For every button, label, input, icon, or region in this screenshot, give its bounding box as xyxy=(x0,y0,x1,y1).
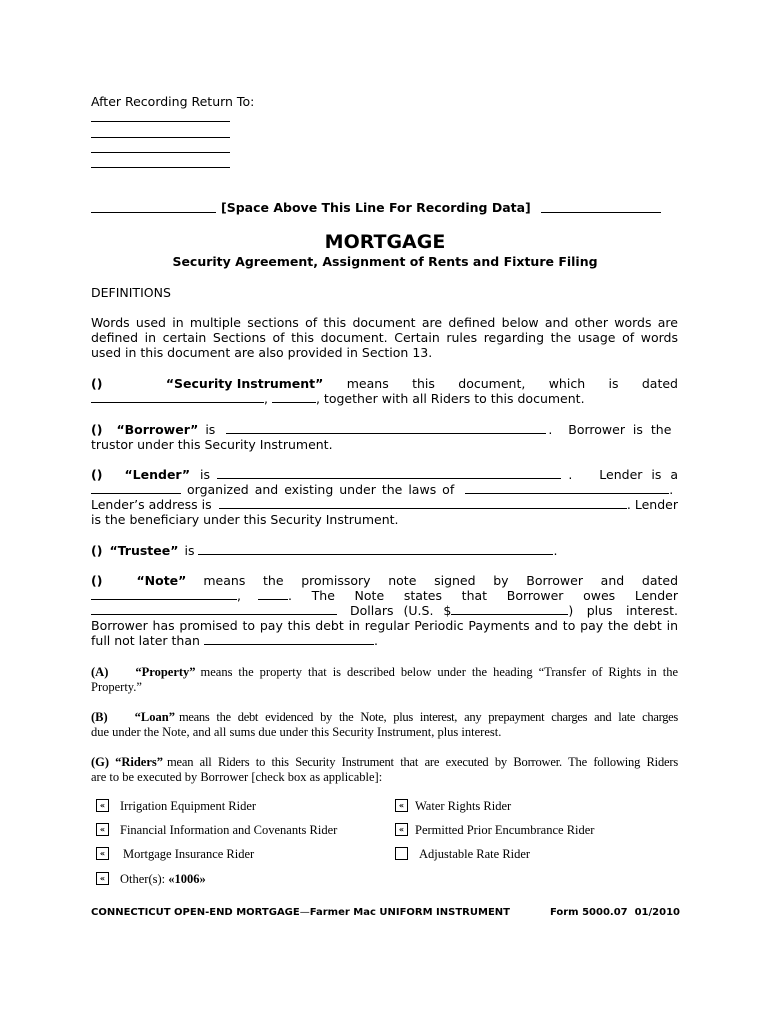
lender-after: . Lender is a xyxy=(568,467,678,482)
property-line-1-rest: means the property that is described below under the heading “Transfer of Rights in the xyxy=(200,665,678,679)
note-line-5-start: full not later than xyxy=(91,633,200,648)
checkbox-mark: « xyxy=(99,849,106,858)
note-term: “Note” xyxy=(136,573,187,588)
definitions-intro-line-1: Words used in multiple sections of this document are defined below and other words are xyxy=(91,315,678,330)
riders-term: “Riders” xyxy=(115,755,163,769)
borrower-paren: () xyxy=(91,422,103,437)
security-instrument-tail: , together with all Riders to this document. xyxy=(315,391,585,406)
loan-line-1-rest: means the debt evidenced by the Note, plus interest, any prepayment charges and late charges xyxy=(178,710,678,724)
permitted-prior-encumbrance-rider-label: Permitted Prior Encumbrance Rider xyxy=(415,823,595,837)
riders-label: (G) xyxy=(91,755,110,769)
return-to-label: After Recording Return To: xyxy=(91,94,255,109)
mortgage-insurance-rider-label: Mortgage Insurance Rider xyxy=(123,847,255,861)
lender-definition xyxy=(91,467,678,527)
word-dated: dated xyxy=(641,376,678,391)
return-line-4 xyxy=(91,167,230,168)
lender-is: is xyxy=(200,467,211,482)
checkbox-mark: « xyxy=(398,801,405,810)
document-subtitle: Security Agreement, Assignment of Rents and Fixture Filing xyxy=(172,254,598,269)
note-amount-blank[interactable] xyxy=(451,603,568,615)
note-comma: , xyxy=(237,588,241,603)
note-line-4: Borrower has promised to pay this debt in regular Periodic Payments and to pay the debt in xyxy=(91,618,678,633)
word-is: is xyxy=(608,376,619,391)
note-amount-words-blank[interactable] xyxy=(91,603,337,615)
lender-paren: () xyxy=(91,467,103,482)
lender-line-4: is the beneficiary under this Security Instrument. xyxy=(91,512,399,527)
footer-state-title: CONNECTICUT OPEN-END MORTGAGE xyxy=(91,907,300,918)
financial-information-rider-checkbox[interactable] xyxy=(96,823,109,836)
checkbox-mark: « xyxy=(398,825,405,834)
footer-form-number: Form 5000.07 01/2010 xyxy=(549,907,680,918)
lender-name-blank[interactable] xyxy=(217,467,561,479)
recording-space-label: [Space Above This Line For Recording Data] xyxy=(221,200,531,215)
recording-line-left xyxy=(91,212,216,213)
adjustable-rate-rider-label: Adjustable Rate Rider xyxy=(419,847,531,861)
lender-type-blank[interactable] xyxy=(91,482,181,494)
document-title: MORTGAGE xyxy=(324,231,446,253)
permitted-prior-encumbrance-rider-checkbox[interactable] xyxy=(395,823,408,836)
borrower-name-blank[interactable] xyxy=(226,422,546,434)
others-label-text: Other(s): xyxy=(120,872,166,886)
property-label: (A) xyxy=(91,665,109,679)
financial-information-rider-label: Financial Information and Covenants Rider xyxy=(120,823,338,837)
comma: , xyxy=(264,391,268,406)
date-blank[interactable] xyxy=(91,391,264,403)
checkbox-mark: « xyxy=(99,825,106,834)
note-maturity-blank[interactable] xyxy=(204,633,374,645)
mortgage-insurance-rider-checkbox[interactable] xyxy=(96,847,109,860)
loan-definition xyxy=(91,710,678,740)
return-line-2 xyxy=(91,137,230,138)
trustee-paren: () xyxy=(91,543,103,558)
riders-line-1-rest: mean all Riders to this Security Instrument that are executed by Borrower. The following Riders xyxy=(166,755,678,769)
note-date-blank[interactable] xyxy=(91,588,237,600)
others-rider-checkbox[interactable] xyxy=(96,872,109,885)
word-which: which xyxy=(548,376,586,391)
definitions-intro-line-3: used in this document are also provided in Section 13. xyxy=(91,345,433,360)
property-term: “Property” xyxy=(135,665,196,679)
loan-label: (B) xyxy=(91,710,108,724)
footer-dash: — xyxy=(299,907,310,918)
borrower-after xyxy=(548,422,678,437)
loan-line-2: due under the Note, and all sums due under this Security Instrument, plus interest. xyxy=(91,725,502,739)
note-paren: () xyxy=(91,573,103,588)
trustee-is: is xyxy=(184,543,195,558)
trustee-name-blank[interactable] xyxy=(198,543,553,555)
others-value: «1006» xyxy=(168,872,206,886)
trustee-definition xyxy=(91,543,557,558)
definitions-intro-line-2: defined in certain Sections of this document. Certain rules regarding the usage of words xyxy=(91,330,678,345)
irrigation-equipment-rider-label: Irrigation Equipment Rider xyxy=(120,799,257,813)
security-instrument-paren: () xyxy=(91,376,103,391)
borrower-definition xyxy=(91,422,678,452)
note-period: . xyxy=(373,633,378,648)
borrower-after-text: . Borrower is the xyxy=(548,422,672,437)
trustee-period: . xyxy=(553,543,558,558)
riders-definition xyxy=(91,755,678,785)
checkbox-mark: « xyxy=(99,801,106,810)
irrigation-equipment-rider-checkbox[interactable] xyxy=(96,799,109,812)
water-rights-rider-checkbox[interactable] xyxy=(395,799,408,812)
note-line-2-rest: . The Note states that Borrower owes Lender xyxy=(287,588,678,603)
word-document: document, xyxy=(458,376,526,391)
others-rider-label xyxy=(120,872,206,887)
note-line-1-rest: means the promissory note signed by Borrower and dated xyxy=(203,573,678,588)
lender-term: “Lender” xyxy=(124,467,191,482)
water-rights-rider-label: Water Rights Rider xyxy=(415,799,512,813)
note-dollars: Dollars (U.S. $ xyxy=(350,603,452,618)
lender-organized: organized and existing under the laws of xyxy=(187,482,455,497)
property-line-2: Property.” xyxy=(91,680,142,694)
riders-line-2: are to be executed by Borrower [check box as applicable]: xyxy=(91,770,383,784)
checkbox-mark: « xyxy=(99,874,106,883)
word-means: means xyxy=(346,376,389,391)
note-plus-interest: ) plus interest. xyxy=(568,603,678,618)
lender-state-blank[interactable] xyxy=(465,482,669,494)
borrower-line-2: trustor under this Security Instrument. xyxy=(91,437,333,452)
loan-term: “Loan” xyxy=(134,710,175,724)
lender-address-label: Lender’s address is xyxy=(91,497,212,512)
footer-instrument-title: Farmer Mac UNIFORM INSTRUMENT xyxy=(309,907,510,918)
security-instrument-definition xyxy=(91,376,678,406)
recording-line-right xyxy=(541,212,661,213)
year-blank[interactable] xyxy=(272,391,316,403)
note-definition xyxy=(91,573,678,648)
return-line-3 xyxy=(91,152,230,153)
property-definition xyxy=(91,665,678,695)
note-year-blank[interactable] xyxy=(258,588,288,600)
return-line-1 xyxy=(91,121,230,122)
footer-left xyxy=(91,906,510,919)
adjustable-rate-rider-checkbox[interactable] xyxy=(395,847,408,860)
borrower-is: is xyxy=(205,422,216,437)
trustee-term: “Trustee” xyxy=(109,543,179,558)
security-instrument-term: “Security Instrument” xyxy=(165,376,324,391)
borrower-term: “Borrower” xyxy=(116,422,199,437)
word-this: this xyxy=(412,376,435,391)
lender-address-after: . Lender xyxy=(626,497,678,512)
lender-period: . xyxy=(669,482,674,497)
definitions-heading: DEFINITIONS xyxy=(91,285,171,300)
lender-address-blank[interactable] xyxy=(219,497,627,509)
